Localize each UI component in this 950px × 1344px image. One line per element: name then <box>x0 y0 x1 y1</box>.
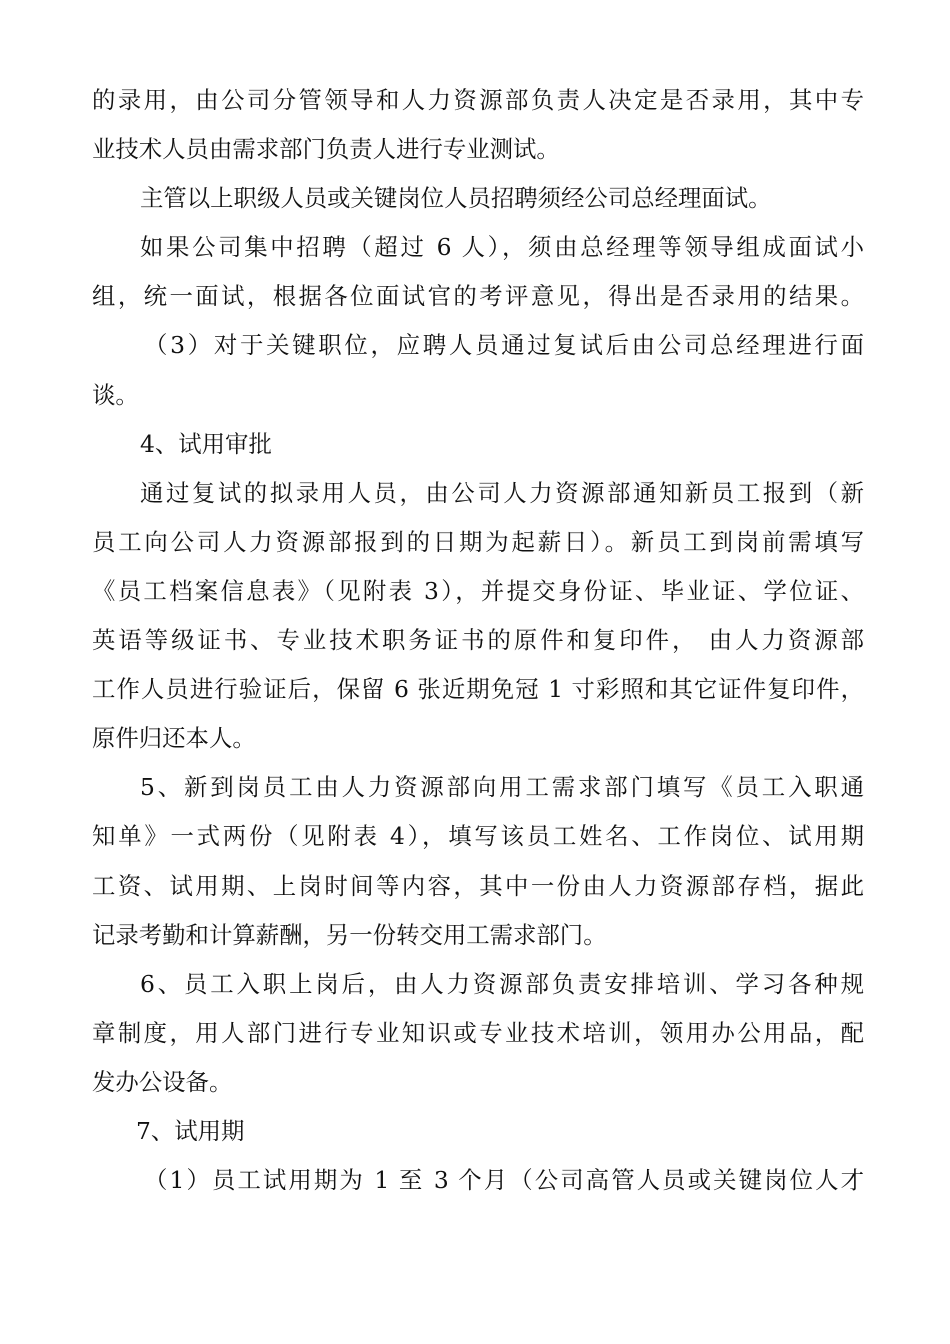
text-line: 的录用，由公司分管领导和人力资源部负责人决定是否录用，其中专 <box>92 86 864 114</box>
text-line: 原件归还本人。 <box>92 724 256 753</box>
section-heading: 4、试用审批 <box>140 429 272 458</box>
text-line: （1）员工试用期为 1 至 3 个月（公司高管人员或关键岗位人才 <box>144 1166 864 1195</box>
text-line: 业技术人员由需求部门负责人进行专业测试。 <box>92 135 560 164</box>
section-heading: 7、试用期 <box>136 1116 245 1145</box>
text-line: （3）对于关键职位，应聘人员通过复试后由公司总经理进行面 <box>144 331 864 360</box>
text-line: 如果公司集中招聘（超过 6 人），须由总经理等领导组成面试小 <box>140 233 864 262</box>
text-line: 英语等级证书、专业技术职务证书的原件和复印件， 由人力资源部 <box>92 626 864 655</box>
document-body <box>92 76 864 1205</box>
text-line: 6、员工入职上岗后，由人力资源部负责安排培训、学习各种规 <box>140 969 864 998</box>
text-line: 组，统一面试，根据各位面试官的考评意见，得出是否录用的结果。 <box>92 282 864 311</box>
text-line: 员工向公司人力资源部报到的日期为起薪日）。新员工到岗前需填写 <box>92 527 864 556</box>
text-line: 章制度，用人部门进行专业知识或专业技术培训，领用办公用品，配 <box>92 1018 864 1047</box>
text-line: 《员工档案信息表》（见附表 3），并提交身份证、毕业证、学位证、 <box>92 576 864 605</box>
text-line: 工资、试用期、上岗时间等内容，其中一份由人力资源部存档，据此 <box>92 871 864 900</box>
text-line: 通过复试的拟录用人员，由公司人力资源部通知新员工报到（新 <box>140 478 864 507</box>
text-line: 发办公设备。 <box>92 1067 233 1096</box>
text-line: 知单》一式两份（见附表 4），填写该员工姓名、工作岗位、试用期 <box>92 822 864 851</box>
text-line: 谈。 <box>92 380 139 409</box>
text-line: 主管以上职级人员或关键岗位人员招聘须经公司总经理面试。 <box>140 184 772 213</box>
text-line: 记录考勤和计算薪酬，另一份转交用工需求部门。 <box>92 920 607 949</box>
text-line: 5、新到岗员工由人力资源部向用工需求部门填写《员工入职通 <box>140 773 864 802</box>
text-line: 工作人员进行验证后，保留 6 张近期免冠 1 寸彩照和其它证件复印件， <box>92 675 864 704</box>
